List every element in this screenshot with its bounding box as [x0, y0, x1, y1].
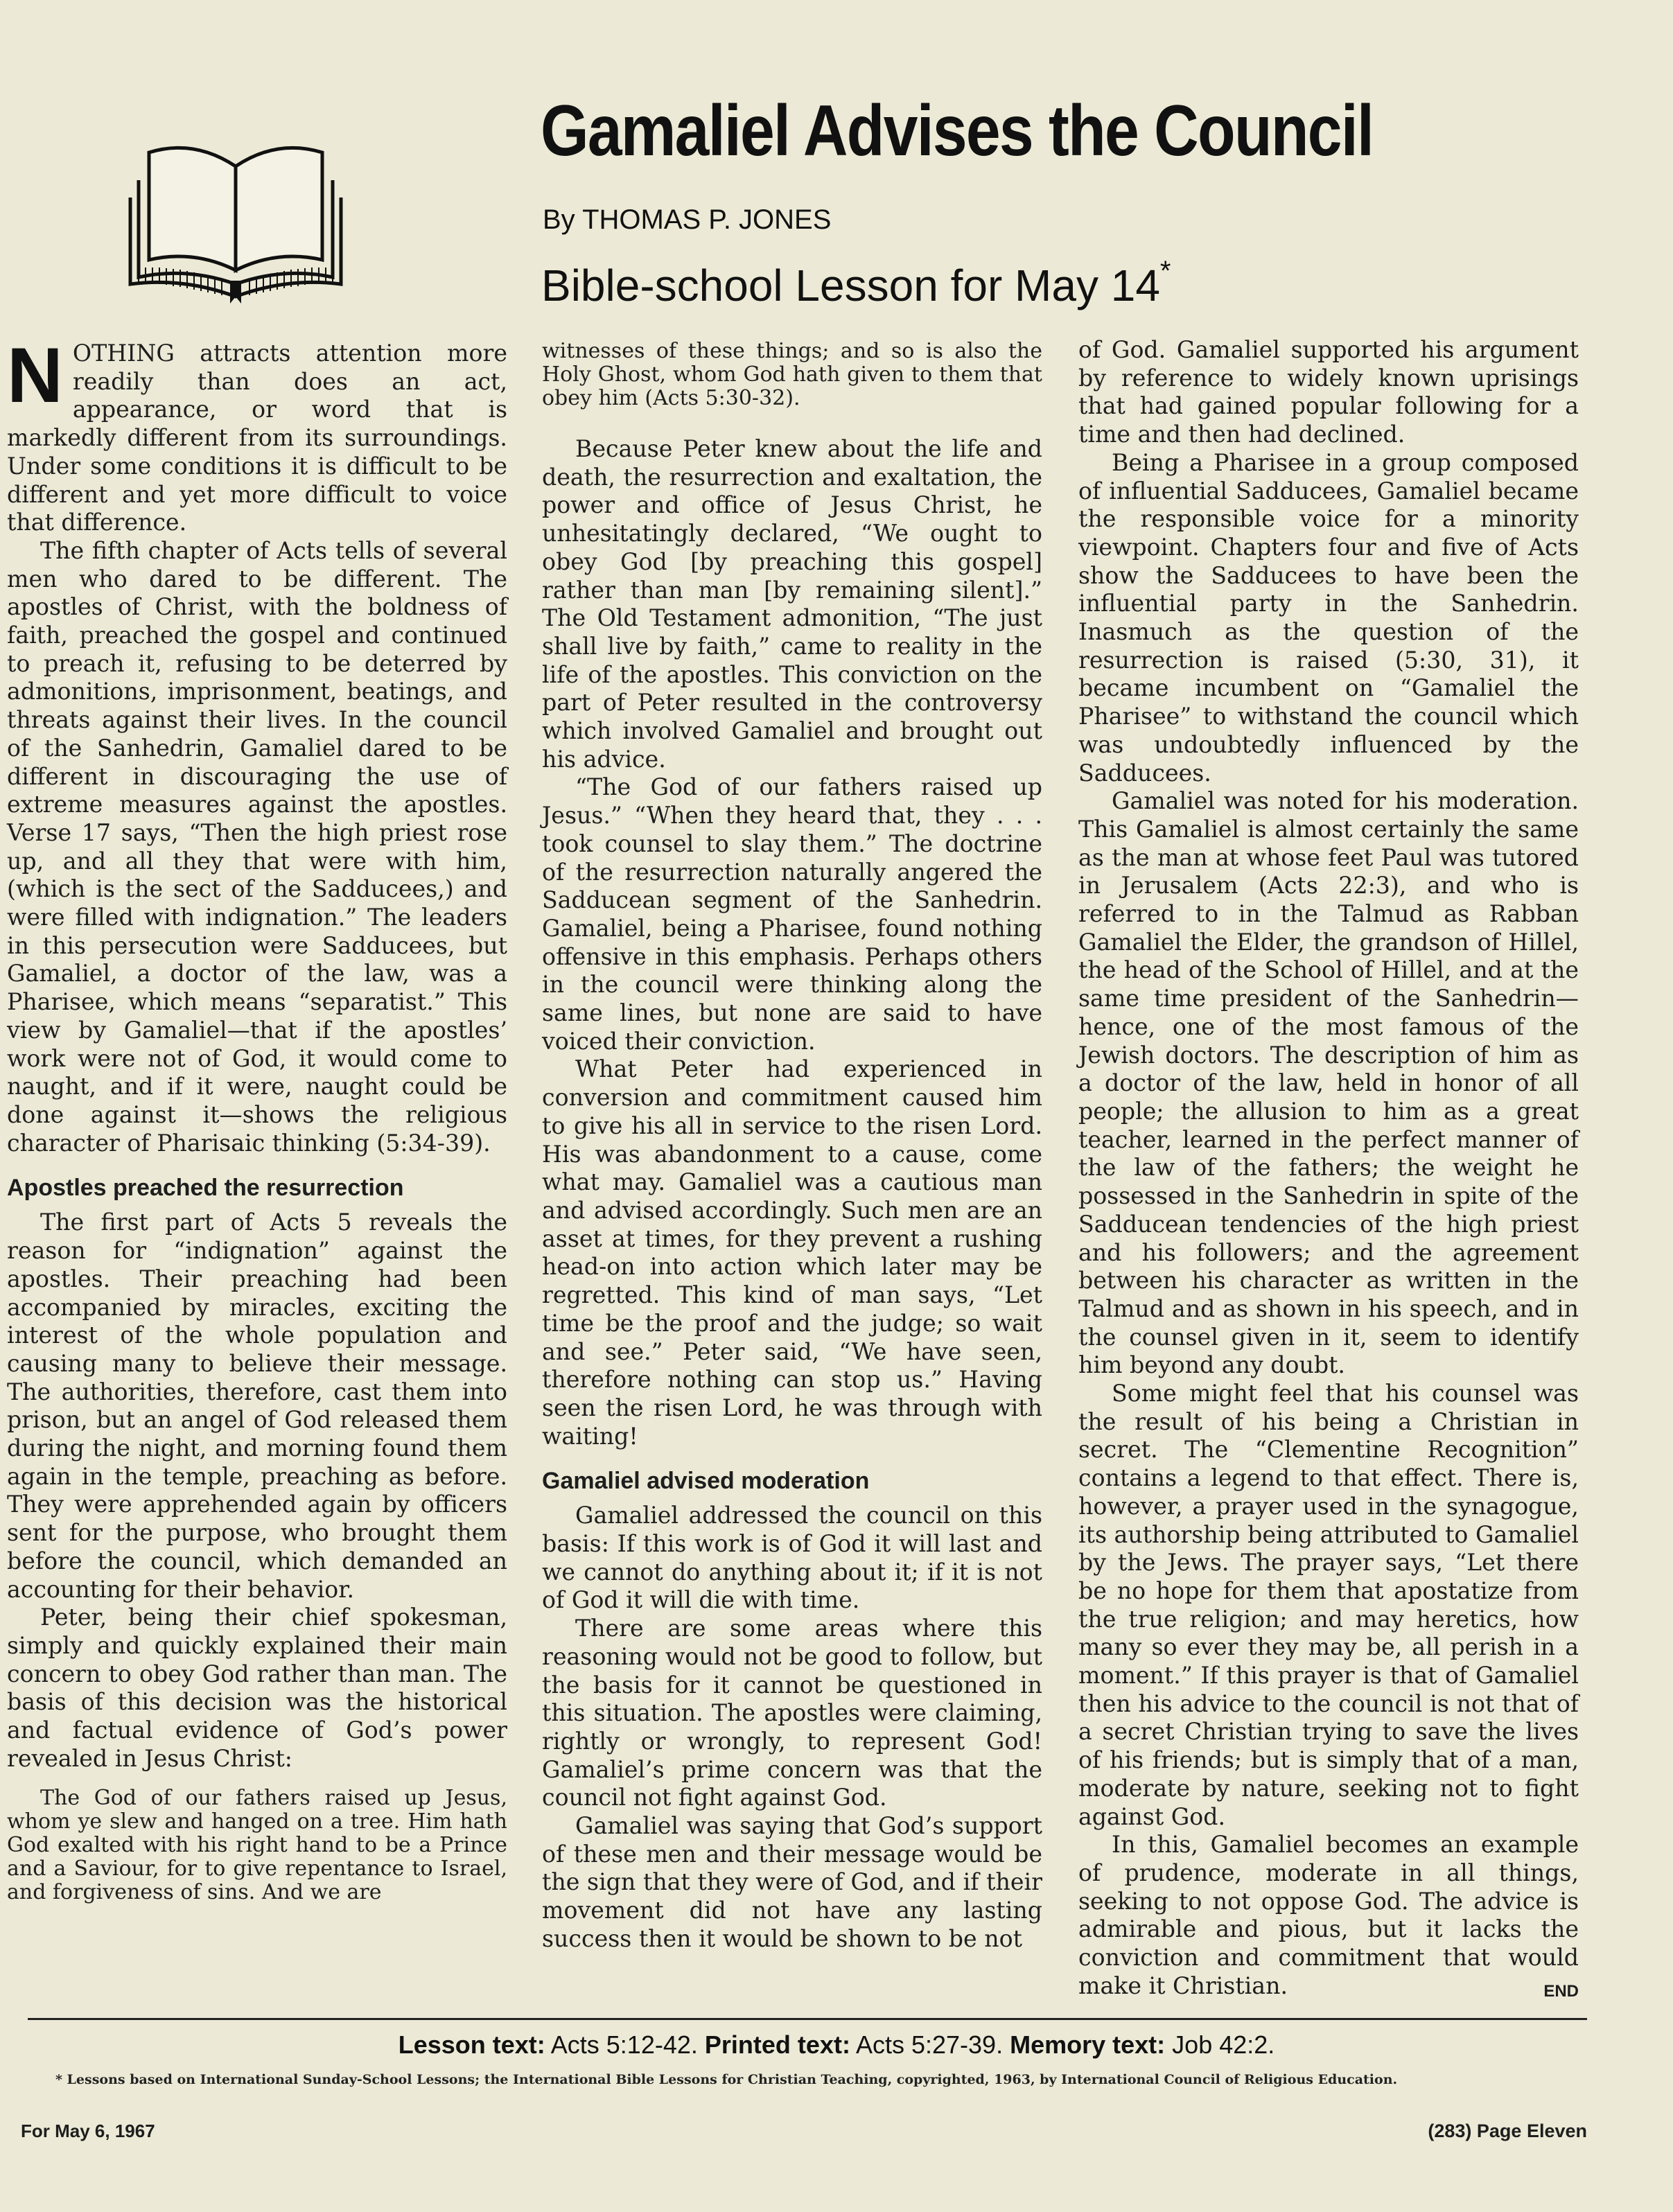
- paragraph: “The God of our fathers raised up Jesus.” “When they heard that, they . . . took counsel to slay them.” The doctrine of the resurrection naturally angered the Sadducean segment of the Sanhedrin. Gamaliel, being a Pharisee, found nothing offensive in this emphasis. Perhaps others in the council were thinking along the same lines, but none are said to have voiced their conviction.: [542, 773, 1042, 1055]
- paragraph: Gamaliel was saying that God’s support of these men and their message would be the sign that they were of God, and if their movement did not have any lasting success then it would be shown to be not: [542, 1812, 1042, 1952]
- lesson-text-value: Acts 5:12-42.: [550, 2030, 698, 2059]
- paragraph-text: In this, Gamaliel becomes an example of prudence, moderate in all things, seeking to not oppose God. The advice is admirable and pious, but it lacks the conviction and commitment that would make it Christian.: [1078, 1831, 1579, 1999]
- subtitle-footnote-mark: *: [1159, 256, 1171, 286]
- section-heading: Apostles preached the resurrection: [7, 1175, 404, 1202]
- article-column-2: [542, 340, 1042, 1954]
- paragraph-text: OTHING attracts attention more readily than does an act, appearance, or word that is markedly different from its surroundings. Under some conditions it is difficult to be different and yet more difficult to voice that difference.: [7, 340, 507, 536]
- paragraph: [1078, 1831, 1579, 2000]
- drop-cap: N: [7, 332, 63, 419]
- lesson-references: [0, 2030, 1673, 2060]
- paragraph: The fifth chapter of Acts tells of several men who dared to be different. The apostles of Christ, with the boldness of faith, preached the gospel and continued to preach it, refusing to be deterred by admonitions, imprisonment, beatings, and threats against their lives. In the council of the Sanhedrin, Gamaliel dared to be different in discouraging the use of extreme measures against the apostles. Verse 17 says, “Then the high priest rose up, and all they that were with him, (which is the sect of the Sadducees,) and were filled with indignation.” The leaders in this persecution were Sadducees, but Gamaliel, a doctor of the law, was a Pharisee, which means “separatist.” This view by Gamaliel—that if the apostles’ work were not of God, it would come to naught, and if it were, naught could be done against it—shows the religious character of Pharisaic thinking (5:34-39).: [7, 536, 507, 1157]
- quote-text: witnesses of these things; and so is also the Holy Ghost, whom God hath given to them that obey him (Acts 5:30-32).: [542, 339, 1042, 410]
- paragraph: Gamaliel addressed the council on this basis: If this work is of God it will last and we cannot do anything about it; if it is not of God it will die with time.: [542, 1502, 1042, 1614]
- open-book-illustration: [125, 139, 347, 305]
- memory-text-label: Memory text:: [1010, 2030, 1166, 2059]
- paragraph: Gamaliel was noted for his moderation. This Gamaliel is almost certainly the same as the man at whose feet Paul was tutored in Jerusalem (Acts 22:3), and who is referred to in the Talmud as Rabban Gamaliel the Elder, the grandson of Hillel, the head of the School of Hillel, and at the same time president of the Sanhedrin—hence, one of the most famous of the Jewish doctors. The description of him as a doctor of the law, held in honor of all people; the allusion to him as a great teacher, learned in the perfect manner of the law of the fathers; the weight he possessed in the Sanhedrin in spite of the Sadducean tendencies of the high priest and his followers; and the agreement between his character as written in the Talmud and as shown in his speech, and in the counsel given in it, seem to identify him beyond any doubt.: [1078, 787, 1579, 1379]
- lesson-text-label: Lesson text:: [398, 2030, 545, 2059]
- divider-rule: [28, 2018, 1587, 2020]
- page-number: (283) Page Eleven: [1428, 2121, 1587, 2141]
- printed-text-value: Acts 5:27-39.: [855, 2030, 1004, 2059]
- scripture-quote: [7, 1787, 507, 1904]
- section-heading: Gamaliel advised moderation: [542, 1468, 870, 1495]
- paragraph: The first part of Acts 5 reveals the reason for “indignation” against the apostles. Their preaching had been accompanied by miracles, exciting the interest of the whole population and causing many to believe their message. The authorities, therefore, cast them into prison, but an angel of God released them during the night, and morning found them again in the temple, preaching as before. They were apprehended again by officers sent for the purpose, who brought them before the council, which demanded an accounting for their behavior.: [7, 1209, 507, 1603]
- byline: By THOMAS P. JONES: [543, 204, 832, 235]
- paragraph: There are some areas where this reasoning would not be good to follow, but the basis for it cannot be questioned in this situation. The apostles were claiming, rightly or wrongly, to represent God! Gamaliel’s prime concern was that the council not fight against God.: [542, 1615, 1042, 1811]
- paragraph: Peter, being their chief spokesman, simply and quickly explained their main concern to obey God rather than man. The basis of this decision was the historical and factual evidence of God’s power revealed in Jesus Christ:: [7, 1604, 507, 1772]
- article-title: Gamaliel Advises the Council: [541, 91, 1374, 171]
- quote-text: The God of our fathers raised up Jesus, whom ye slew and hanged on a tree. Him hath God exalted with his right hand to be a Prince and a Saviour, for to give repentance to Israel, and forgiveness of sins. And we are: [7, 1786, 507, 1905]
- paragraph: Some might feel that his counsel was the result of his being a Christian in secret. The “Clementine Recognition” contains a legend to that effect. There is, however, a prayer used in the synagogue, its authorship being attributed to Gamaliel by the Jews. The prayer says, “Let there be no hope for them that apostatize from the true religion; and may heretics, how many so ever they may be, all perish in a moment.” If this prayer is that of Gamaliel then his advice to the council is not that of a secret Christian trying to save the lives of his friends; but is simply that of a man, moderate by nature, seeking not to fight against God.: [1078, 1380, 1579, 1830]
- paragraph: Because Peter knew about the life and death, the resurrection and exaltation, the power and office of Jesus Christ, he unhesitatingly declared, “We ought to obey God [by preaching this gospel] rather than man [by remaining silent].” The Old Testament admonition, “The just shall live by faith,” came to reality in the life of the apostles. This conviction on the part of Peter resulted in the controversy which involved Gamaliel and brought out his advice.: [542, 435, 1042, 773]
- paragraph: What Peter had experienced in conversion and commitment caused him to give his all in service to the risen Lord. His was abandonment to a cause, come what may. Gamaliel was a cautious man and advised accordingly. Such men are an asset at times, for they prevent a rushing head-on into action which later may be regretted. This kind of man says, “Let time be the proof and the judge; so wait and see.” Peter said, “We have seen, therefore nothing can stop us.” Having seen the risen Lord, he was through with waiting!: [542, 1055, 1042, 1450]
- memory-text-value: Job 42:2.: [1172, 2030, 1275, 2059]
- end-mark: END: [1543, 1981, 1579, 2001]
- subtitle-text: Bible-school Lesson for May 14: [541, 261, 1160, 310]
- paragraph: Being a Pharisee in a group composed of influential Sadducees, Gamaliel became the responsible voice for a minority viewpoint. Chapters four and five of Acts show the Sadducees to have been the influential party in the Sanhedrin. Inasmuch as the question of the resurrection is raised (5:30, 31), it became incumbent on “Gamaliel the Pharisee” to withstand the council which was undoubtedly influenced by the Sadducees.: [1078, 448, 1579, 787]
- footnote: * Lessons based on International Sunday-School Lessons; the International Bible Lessons for Christian Teaching, copyrighted, 1963, by International Council of Religious Education.: [55, 2072, 1398, 2087]
- lesson-subtitle: [541, 256, 1171, 311]
- paragraph: [7, 332, 507, 537]
- article-column-1: [7, 332, 507, 1905]
- issue-date: For May 6, 1967: [21, 2121, 155, 2141]
- scripture-quote-continued: [542, 340, 1042, 410]
- paragraph: of God. Gamaliel supported his argument by reference to widely known uprisings that had gained popular following for a time and then had declined.: [1078, 336, 1579, 448]
- printed-text-label: Printed text:: [704, 2030, 850, 2059]
- article-column-3: [1078, 336, 1579, 2005]
